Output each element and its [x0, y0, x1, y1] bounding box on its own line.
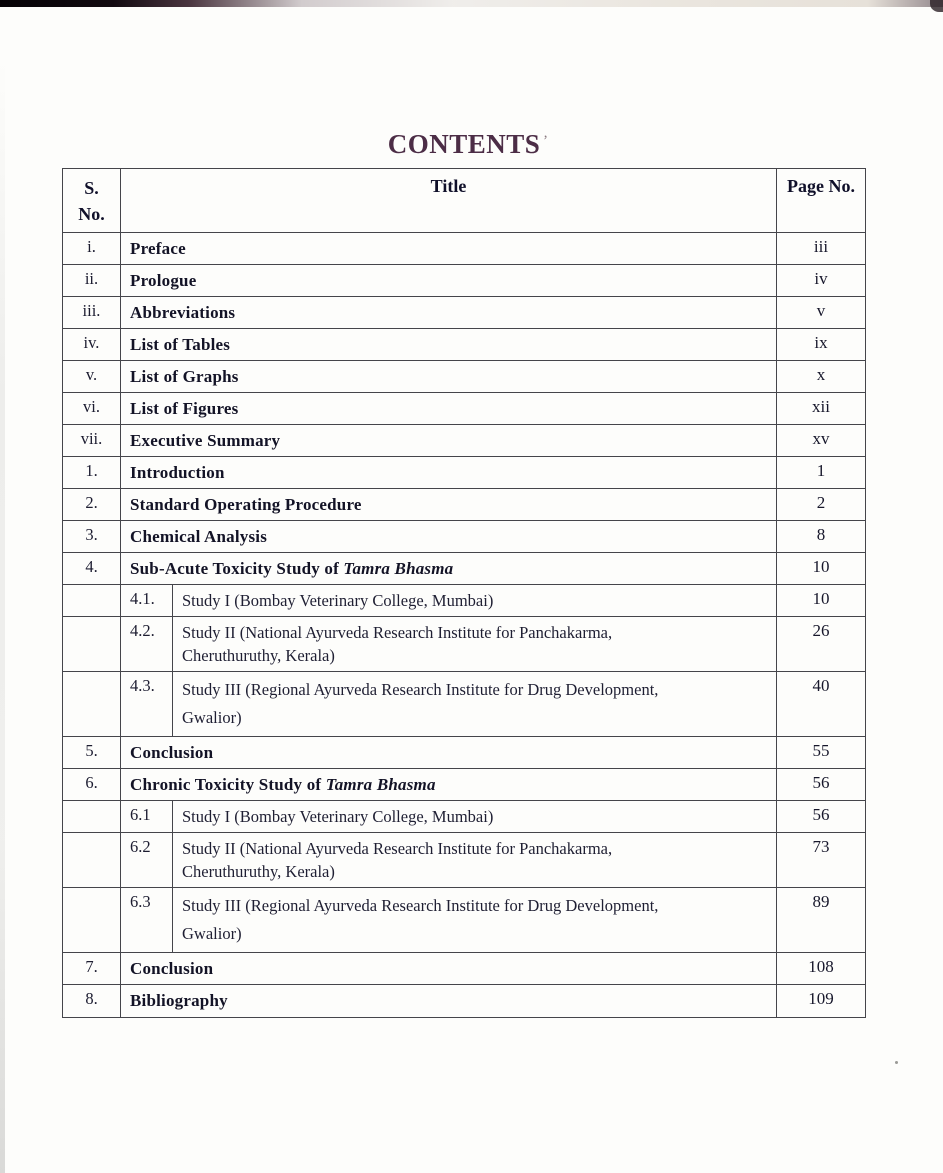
- row-page-number: 73: [776, 833, 865, 887]
- row-title: [121, 737, 776, 768]
- row-title-segment: Chemical Analysis: [130, 527, 268, 546]
- row-title-line: [130, 773, 770, 796]
- row-title-line: [182, 892, 770, 920]
- row-title: [121, 553, 776, 584]
- row-title-line: [182, 805, 770, 828]
- row-title: [121, 489, 776, 520]
- row-title-line: [130, 269, 770, 292]
- row-serial-number: [63, 585, 121, 616]
- row-page-number: x: [776, 361, 865, 392]
- row-title-segment: List of Tables: [130, 335, 231, 354]
- row-title-segment: Standard Operating Procedure: [130, 495, 362, 514]
- scan-edge-artifact-left: [0, 60, 5, 1173]
- row-serial-number: iii.: [63, 297, 121, 328]
- row-page-number: v: [776, 297, 865, 328]
- table-row: [63, 585, 865, 617]
- row-title-line: [130, 493, 770, 516]
- row-title: [121, 329, 776, 360]
- row-title: [121, 769, 776, 800]
- row-title-segment: Cheruthuruthy, Kerala): [182, 646, 335, 665]
- row-serial-number: 8.: [63, 985, 121, 1017]
- row-title-line: [130, 333, 770, 356]
- row-title-segment: Conclusion: [130, 959, 214, 978]
- row-serial-number: vi.: [63, 393, 121, 424]
- row-title: [173, 585, 776, 616]
- row-title-segment: Sub-Acute Toxicity Study of: [130, 559, 344, 578]
- row-page-number: 1: [776, 457, 865, 488]
- table-row: [63, 425, 865, 457]
- row-title-segment: Study III (Regional Ayurveda Research Institute for Drug Development,: [182, 896, 659, 915]
- row-serial-number: [63, 833, 121, 887]
- row-title-segment: Preface: [130, 239, 186, 258]
- table-row: [63, 329, 865, 361]
- row-serial-number: iv.: [63, 329, 121, 360]
- row-title-line: [130, 429, 770, 452]
- row-title-line: [182, 860, 770, 883]
- row-title-segment: Introduction: [130, 463, 225, 482]
- row-title-segment: Study II (National Ayurveda Research Institute for Panchakarma,: [182, 623, 613, 642]
- row-title: [173, 801, 776, 832]
- row-title: [173, 672, 776, 736]
- row-page-number: 40: [776, 672, 865, 736]
- row-serial-number: 6.: [63, 769, 121, 800]
- row-page-number: xv: [776, 425, 865, 456]
- table-row: [63, 233, 865, 265]
- row-page-number: 10: [776, 585, 865, 616]
- row-serial-number: [63, 672, 121, 736]
- row-title-line: [182, 589, 770, 612]
- header-serial-line2: No.: [78, 204, 105, 224]
- row-serial-number: [63, 888, 121, 952]
- table-row: [63, 617, 865, 672]
- row-page-number: 10: [776, 553, 865, 584]
- row-page-number: 2: [776, 489, 865, 520]
- row-title: [173, 833, 776, 887]
- header-serial-line1: S.: [84, 178, 99, 198]
- row-title-line: [130, 957, 770, 980]
- header-title: Title: [430, 176, 467, 196]
- row-title-segment: Executive Summary: [130, 431, 281, 450]
- header-serial-number: [63, 169, 121, 232]
- row-page-number: iii: [776, 233, 865, 264]
- row-title-segment: Gwalior): [182, 924, 242, 943]
- row-sub-number: 4.3.: [121, 672, 173, 736]
- row-page-number: xii: [776, 393, 865, 424]
- page-title: CONTENTS: [387, 129, 541, 159]
- row-title-segment: List of Figures: [130, 399, 239, 418]
- row-title-line: [130, 525, 770, 548]
- row-page-number: 26: [776, 617, 865, 671]
- row-title-segment: Cheruthuruthy, Kerala): [182, 862, 335, 881]
- row-title-segment: Abbreviations: [130, 303, 236, 322]
- table-row: [63, 888, 865, 953]
- row-title-line: [182, 621, 770, 644]
- row-page-number: 56: [776, 801, 865, 832]
- row-title: [173, 617, 776, 671]
- table-row: [63, 521, 865, 553]
- table-row: [63, 265, 865, 297]
- row-title-segment: Chronic Toxicity Study of: [130, 775, 326, 794]
- row-serial-number: 2.: [63, 489, 121, 520]
- row-title: [173, 888, 776, 952]
- table-row: [63, 393, 865, 425]
- row-title-line: [130, 741, 770, 764]
- row-title: [121, 521, 776, 552]
- row-sub-number: 6.1: [121, 801, 173, 832]
- row-title-segment: Bibliography: [130, 991, 228, 1010]
- contents-table-body: [63, 233, 865, 1017]
- row-title-line: [182, 676, 770, 704]
- row-title-italic-segment: Tamra Bhasma: [325, 775, 436, 794]
- row-title-segment: Study I (Bombay Veterinary College, Mumbai): [182, 807, 494, 826]
- row-title: [121, 393, 776, 424]
- table-row: [63, 737, 865, 769]
- scan-speck: [895, 1061, 898, 1064]
- row-serial-number: 4.: [63, 553, 121, 584]
- row-serial-number: 1.: [63, 457, 121, 488]
- row-sub-number: 6.2: [121, 833, 173, 887]
- row-page-number: 109: [776, 985, 865, 1017]
- row-title: [121, 425, 776, 456]
- row-title-segment: List of Graphs: [130, 367, 239, 386]
- row-title-line: [130, 237, 770, 260]
- row-page-number: 56: [776, 769, 865, 800]
- row-title: [121, 457, 776, 488]
- table-row: [63, 801, 865, 833]
- table-row: [63, 672, 865, 737]
- header-page-number: Page No.: [776, 169, 865, 232]
- row-title-italic-segment: Tamra Bhasma: [343, 559, 454, 578]
- stray-scan-mark: ’: [543, 133, 548, 149]
- row-serial-number: 5.: [63, 737, 121, 768]
- row-title-segment: Study I (Bombay Veterinary College, Mumbai): [182, 591, 494, 610]
- row-title-line: [130, 365, 770, 388]
- row-title-line: [182, 644, 770, 667]
- table-row: [63, 833, 865, 888]
- row-page-number: 55: [776, 737, 865, 768]
- row-title: [121, 361, 776, 392]
- row-serial-number: ii.: [63, 265, 121, 296]
- row-page-number: 108: [776, 953, 865, 984]
- row-sub-number: 4.1.: [121, 585, 173, 616]
- row-title: [121, 953, 776, 984]
- table-header-row: [63, 169, 865, 233]
- row-title: [121, 265, 776, 296]
- scan-edge-artifact-top: [0, 0, 943, 7]
- row-title-segment: Prologue: [130, 271, 197, 290]
- row-serial-number: v.: [63, 361, 121, 392]
- row-serial-number: vii.: [63, 425, 121, 456]
- row-title-segment: Study III (Regional Ayurveda Research Institute for Drug Development,: [182, 680, 659, 699]
- row-title: [121, 297, 776, 328]
- row-title-line: [130, 989, 770, 1012]
- table-row: [63, 489, 865, 521]
- row-page-number: iv: [776, 265, 865, 296]
- row-title: [121, 985, 776, 1017]
- row-page-number: 8: [776, 521, 865, 552]
- contents-table: [62, 168, 866, 1018]
- table-row: [63, 953, 865, 985]
- row-title-segment: Study II (National Ayurveda Research Institute for Panchakarma,: [182, 839, 613, 858]
- row-title-segment: Conclusion: [130, 743, 214, 762]
- row-title-line: [130, 397, 770, 420]
- table-row: [63, 297, 865, 329]
- row-title-line: [182, 704, 770, 732]
- row-title: [121, 233, 776, 264]
- row-title-line: [130, 557, 770, 580]
- row-title-segment: Gwalior): [182, 708, 242, 727]
- row-serial-number: [63, 801, 121, 832]
- row-title-line: [182, 837, 770, 860]
- row-page-number: ix: [776, 329, 865, 360]
- table-row: [63, 769, 865, 801]
- row-serial-number: 7.: [63, 953, 121, 984]
- row-page-number: 89: [776, 888, 865, 952]
- row-serial-number: 3.: [63, 521, 121, 552]
- row-sub-number: 4.2.: [121, 617, 173, 671]
- row-title-line: [130, 301, 770, 324]
- row-serial-number: [63, 617, 121, 671]
- table-row: [63, 985, 865, 1017]
- row-serial-number: i.: [63, 233, 121, 264]
- table-row: [63, 361, 865, 393]
- scan-edge-artifact-corner: [930, 0, 943, 12]
- row-title-line: [130, 461, 770, 484]
- row-sub-number: 6.3: [121, 888, 173, 952]
- row-title-line: [182, 920, 770, 948]
- table-row: [63, 553, 865, 585]
- table-row: [63, 457, 865, 489]
